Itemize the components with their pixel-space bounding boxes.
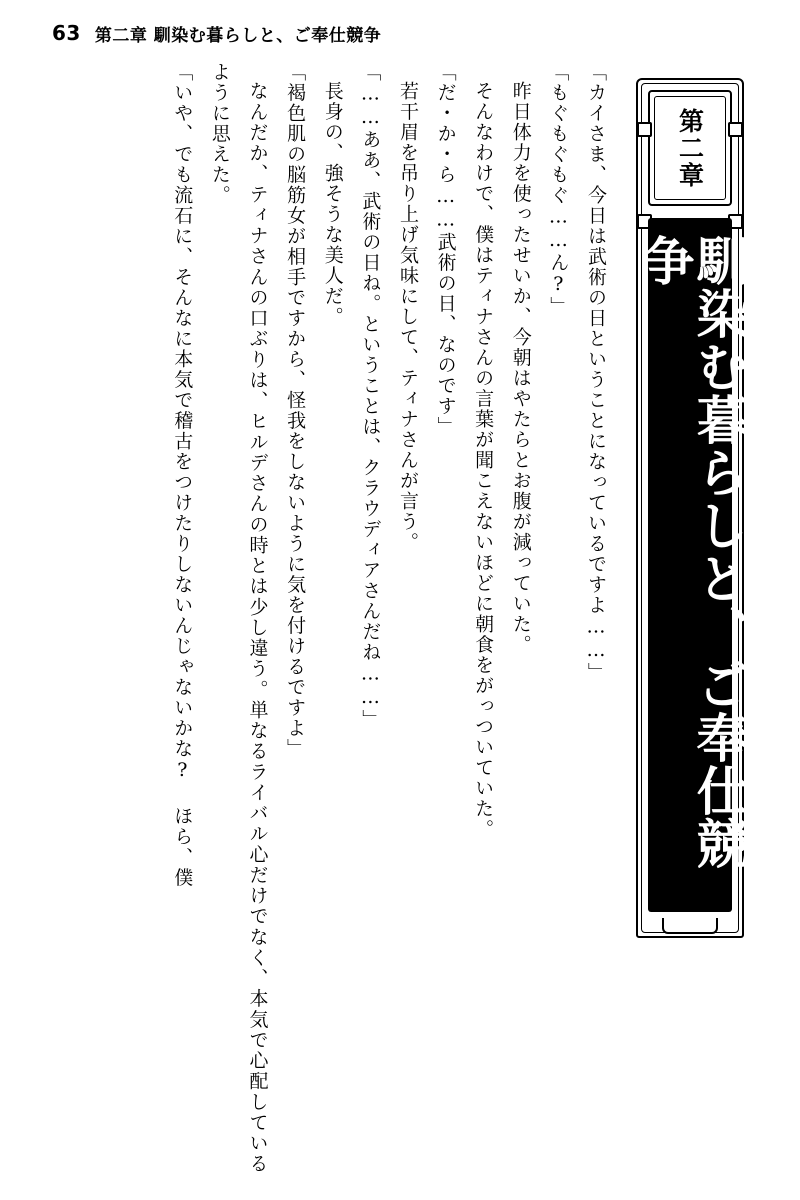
running-header-title: 第二章 馴染む暮らしと、ご奉仕競争 (94, 25, 382, 46)
paragraph: 「もぐもぐもぐ……ん?」 (547, 62, 570, 317)
paragraph: 「カイさま、今日は武術の日ということになっているですよ……」 (585, 62, 607, 683)
chapter-title-banner (633, 218, 749, 912)
paragraph: 昨日体力を使ったせいか、今朝はやたらとお腹が減っていた。 (509, 81, 532, 655)
chapter-title-text: 馴染む暮らしと、ご奉仕競争 (633, 234, 749, 870)
chapter-number: 第二章 (675, 107, 705, 189)
paragraph: 「だ・か・ら……武術の日、なのです」 (434, 62, 457, 437)
plate-notch-right-upper (728, 122, 743, 137)
paragraph: 「……ああ、武術の日ね。ということは、クラウディアさんだね……」 (359, 62, 382, 730)
paragraph: そんなわけで、僕はティナさんの言葉が聞こえないほどに朝食をがっついていた。 (472, 81, 495, 840)
plate-bottom-tail (662, 918, 718, 934)
page-header (52, 16, 748, 50)
plate-notch-left-upper (637, 122, 652, 137)
paragraph: 長身の、強そうな美人だ。 (321, 81, 344, 327)
paragraph: なんだか、ティナさんの口ぶりは、ヒルデさんの時とは少し違う。単なるライバル心だけでなく、本気で心配しているように思えた。 (208, 62, 269, 1174)
body-text (54, 62, 614, 1174)
page-number: 63 (52, 21, 81, 45)
paragraph: 若干眉を吊り上げ気味にして、ティナさんが言う。 (396, 81, 419, 553)
chapter-title-plate (633, 78, 749, 938)
paragraph: 「褐色肌の脳筋女が相手ですから、怪我をしないように気を付けるですよ」 (284, 62, 307, 759)
paragraph: 「いや、でも流石に、そんなに本気で稽古をつけたりしないんじゃないかな? ほら、僕 (171, 62, 194, 888)
chapter-number-box (648, 90, 732, 206)
